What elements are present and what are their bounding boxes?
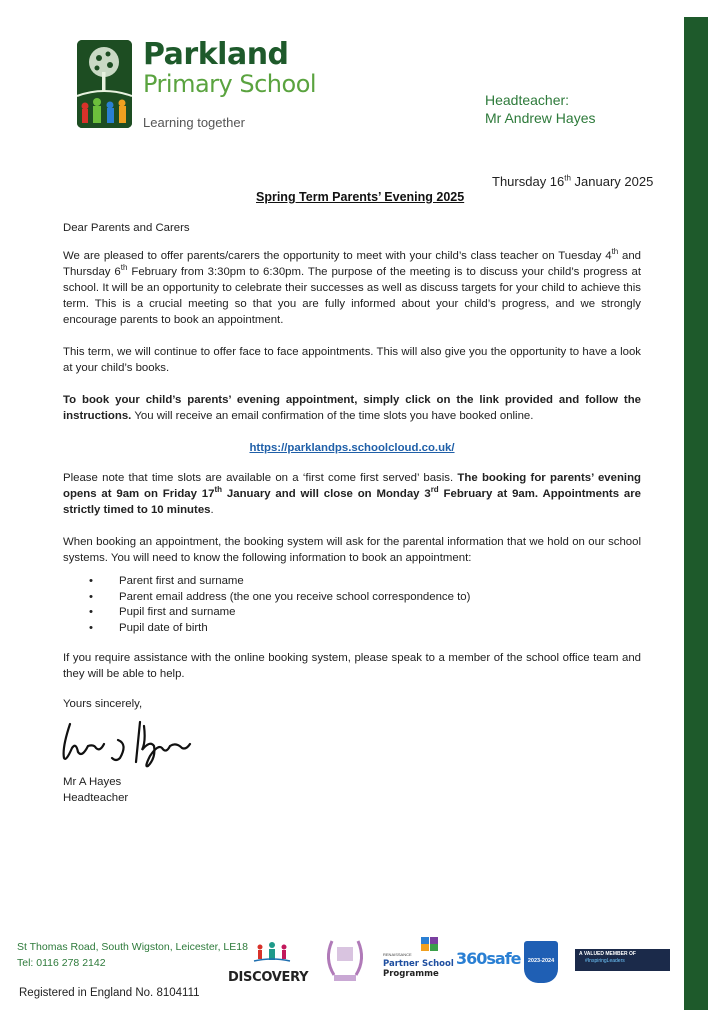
salutation: Dear Parents and Carers xyxy=(63,222,190,234)
paragraph-booking-instructions: To book your child’s parents’ evening appointment, simply click on the link provided and follow the instructions. You will receive an email confirmation of the time slots you have booked online. xyxy=(63,394,641,422)
signer-block xyxy=(63,774,128,806)
school-phone: Tel: 0116 278 2142 xyxy=(17,957,106,969)
school-name: Parkland xyxy=(143,37,289,72)
footer-contact xyxy=(17,939,248,971)
booking-link[interactable]: https://parklandps.schoolcloud.co.uk/ xyxy=(249,442,455,454)
houses-icon xyxy=(421,937,447,951)
list-item: • Pupil date of birth xyxy=(89,621,641,637)
headteacher-contact xyxy=(485,91,595,127)
quality-mark-badge xyxy=(322,935,368,985)
letter-title: Spring Term Parents’ Evening 2025 xyxy=(256,190,465,204)
school-tagline: Learning together xyxy=(143,115,245,130)
paragraph-booking-dates: Please note that time slots are available on a ‘first come first served’ basis. The booking for parents’ evening opens at 9am on Friday 17th January and will close on Monday 3rd February at 9am. Appointments are strictly timed to 10 minutes. xyxy=(63,472,642,516)
360-safe-badge: 360safe xyxy=(456,949,521,968)
booking-link-line xyxy=(63,440,641,456)
list-item: • Pupil first and surname xyxy=(89,605,641,621)
decorative-side-bar xyxy=(684,17,708,1010)
school-subtitle: Primary School xyxy=(143,70,317,98)
signature-image xyxy=(58,718,198,768)
list-item: • Parent email address (the one you receive school correspondence to) xyxy=(89,590,641,606)
paragraph-assistance: If you require assistance with the online booking system, please speak to a member of the school office team and they will be able to help. xyxy=(63,652,641,680)
microsoft-showcase-school-badge: 2023-2024 xyxy=(524,941,558,983)
letter-date: Thursday 16th January 2025 xyxy=(492,173,654,189)
headteacher-label: Headteacher: xyxy=(485,92,570,108)
inspiring-leaders-banner: A VALUED MEMBER OF #InspiringLeaders xyxy=(575,949,670,971)
discovery-trust-logo: DISCOVERY xyxy=(228,941,316,985)
paragraph-required-info: When booking an appointment, the booking system will ask for the parental information that we hold on our school systems. You will need to know the following information to book an appointment: xyxy=(63,536,641,564)
partner-school-programme-logo: RENAISSANCE Partner School Programme xyxy=(383,939,453,979)
signer-name: Mr A Hayes xyxy=(63,776,122,788)
signer-role: Headteacher xyxy=(63,792,129,804)
tree-children-logo-icon xyxy=(77,40,132,128)
required-info-list xyxy=(89,574,641,636)
school-logo xyxy=(77,37,317,135)
registration-number: Registered in England No. 8104111 xyxy=(19,987,200,999)
list-item: • Parent first and surname xyxy=(89,574,641,590)
paragraph-face-to-face: This term, we will continue to offer face to face appointments. This will also give you the opportunity to have a look at your child’s books. xyxy=(63,346,641,374)
closing: Yours sincerely, xyxy=(63,698,143,710)
children-icon xyxy=(252,941,292,963)
school-address: St Thomas Road, South Wigston, Leicester, LE18 xyxy=(17,941,248,953)
letter-body xyxy=(63,220,641,698)
paragraph-intro: We are pleased to offer parents/carers the opportunity to meet with your child’s class teacher on Tuesday 4th and Thursday 6th February from 3:30pm to 6:30pm. The purpose of the meeting is to discuss your child’s progress at school. It will be an opportunity to celebrate their successes as well as discuss targets for your child to achieve this term. This is a crucial meeting so that you are fully informed about your child’s progress, and we strongly encourage parents to book an appointment. xyxy=(63,247,641,326)
headteacher-name: Mr Andrew Hayes xyxy=(485,110,596,126)
